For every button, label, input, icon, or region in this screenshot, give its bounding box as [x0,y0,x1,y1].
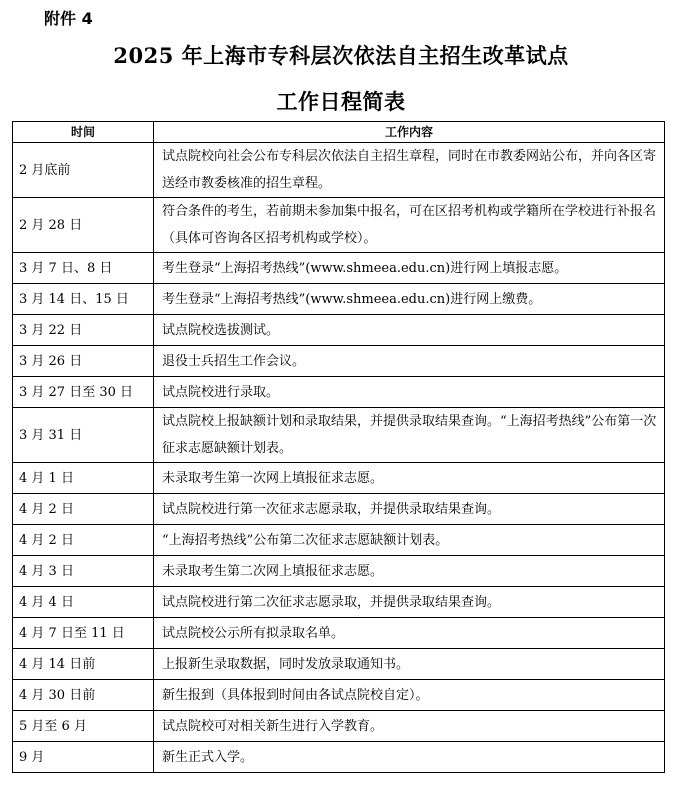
schedule-table [12,121,665,773]
row-content: “上海招考热线”公布第二次征求志愿缺额计划表。 [154,525,665,556]
row-content: 考生登录“上海招考热线”(www.shmeea.edu.cn)进行网上填报志愿。 [154,253,665,284]
row-time: 2 月 28 日 [13,198,154,253]
row-time: 3 月 22 日 [13,315,154,346]
table-row [13,377,665,408]
schedule-body [13,143,665,773]
row-time: 3 月 7 日、8 日 [13,253,154,284]
table-row [13,649,665,680]
document-subtitle: 工作日程简表 [276,89,406,114]
row-content: 试点院校公示所有拟录取名单。 [154,618,665,649]
attachment-label: 附件 4 [44,9,93,28]
row-time: 4 月 7 日至 11 日 [13,618,154,649]
table-row [13,198,665,253]
row-content: 试点院校进行录取。 [154,377,665,408]
row-content: 试点院校可对相关新生进行入学教育。 [154,711,665,742]
row-time: 3 月 31 日 [13,408,154,463]
table-row [13,284,665,315]
table-row [13,346,665,377]
row-content: 试点院校向社会公布专科层次依法自主招生章程，同时在市教委网站公布，并向各区寄送经市教委核准的招生章程。 [154,143,665,198]
row-content: 试点院校进行第一次征求志愿录取，并提供录取结果查询。 [154,494,665,525]
table-row [13,587,665,618]
header-content: 工作内容 [154,122,665,143]
row-time: 4 月 2 日 [13,525,154,556]
table-row [13,315,665,346]
table-row [13,408,665,463]
row-content: 考生登录“上海招考热线”(www.shmeea.edu.cn)进行网上缴费。 [154,284,665,315]
row-time: 9 月 [13,742,154,773]
row-content: 试点院校进行第二次征求志愿录取，并提供录取结果查询。 [154,587,665,618]
document-title: 2025 年上海市专科层次依法自主招生改革试点 [113,43,569,68]
table-row [13,253,665,284]
row-time: 5 月至 6 月 [13,711,154,742]
row-content: 新生正式入学。 [154,742,665,773]
table-row [13,143,665,198]
row-content: 试点院校上报缺额计划和录取结果，并提供录取结果查询。“上海招考热线”公布第一次征求志愿缺额计划表。 [154,408,665,463]
table-row [13,463,665,494]
table-row [13,525,665,556]
table-row [13,680,665,711]
row-content: 符合条件的考生，若前期未参加集中报名，可在区招考机构或学籍所在学校进行补报名（具体可咨询各区招考机构或学校）。 [154,198,665,253]
row-content: 上报新生录取数据，同时发放录取通知书。 [154,649,665,680]
row-time: 4 月 1 日 [13,463,154,494]
table-header-row [13,122,665,143]
row-time: 4 月 14 日前 [13,649,154,680]
row-time: 3 月 26 日 [13,346,154,377]
row-time: 3 月 27 日至 30 日 [13,377,154,408]
row-content: 试点院校选拔测试。 [154,315,665,346]
row-time: 4 月 30 日前 [13,680,154,711]
row-time: 4 月 3 日 [13,556,154,587]
row-content: 未录取考生第一次网上填报征求志愿。 [154,463,665,494]
table-row [13,742,665,773]
row-time: 4 月 2 日 [13,494,154,525]
header-time: 时间 [13,122,154,143]
row-time: 4 月 4 日 [13,587,154,618]
table-row [13,618,665,649]
row-content: 新生报到（具体报到时间由各试点院校自定）。 [154,680,665,711]
row-content: 未录取考生第二次网上填报征求志愿。 [154,556,665,587]
table-row [13,556,665,587]
row-time: 2 月底前 [13,143,154,198]
row-time: 3 月 14 日、15 日 [13,284,154,315]
table-row [13,711,665,742]
row-content: 退役士兵招生工作会议。 [154,346,665,377]
table-row [13,494,665,525]
